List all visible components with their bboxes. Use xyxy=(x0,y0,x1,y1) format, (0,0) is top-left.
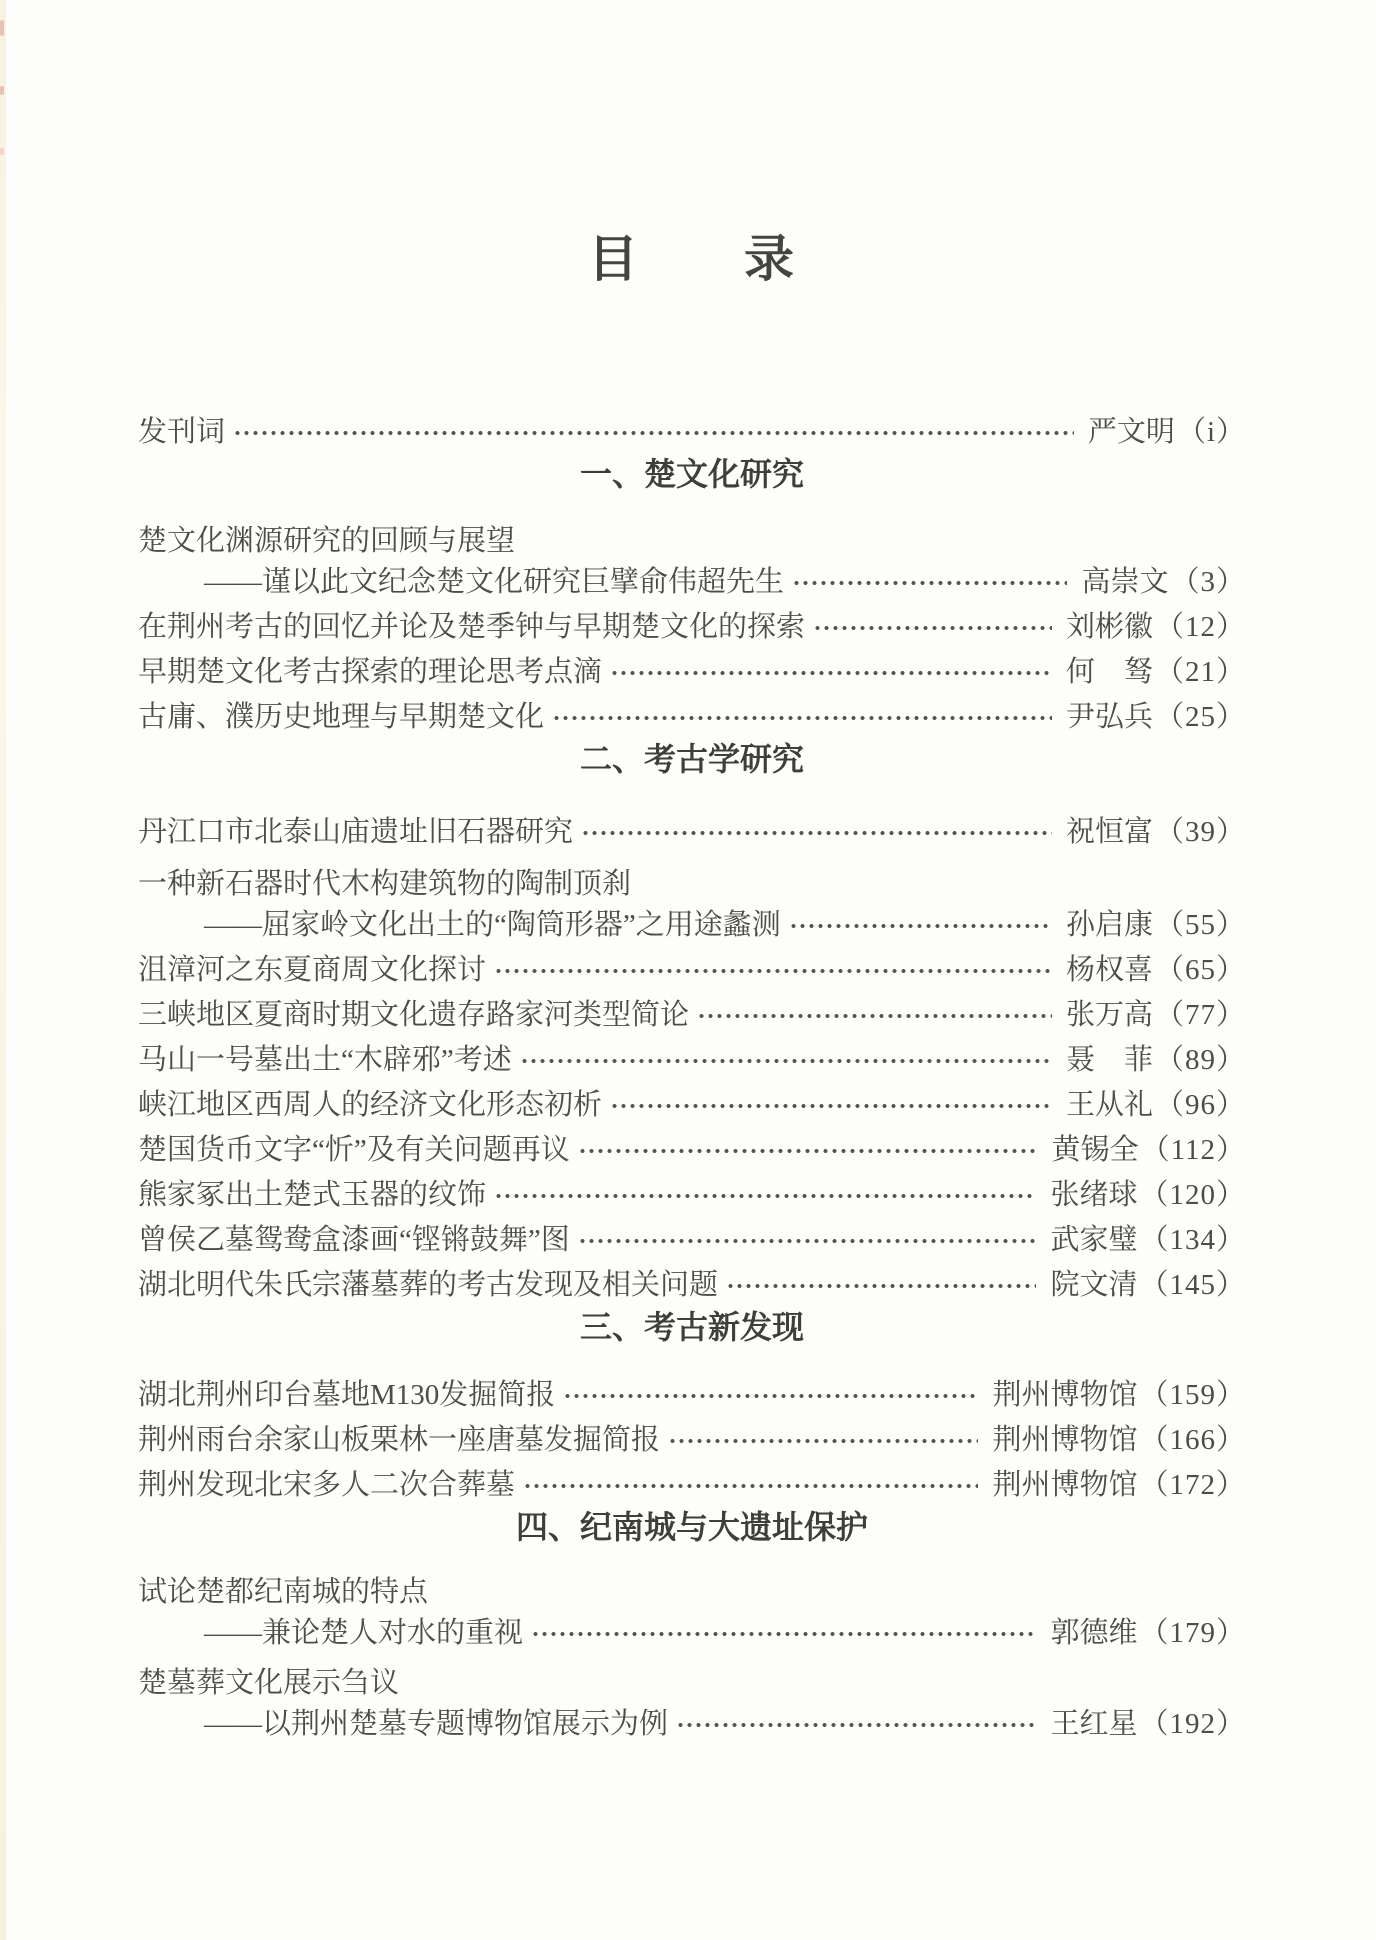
entry-author: 黄锡全 xyxy=(1051,1134,1139,1166)
entry-author: 张绪球 xyxy=(1050,1179,1138,1211)
toc-entry xyxy=(138,1080,1246,1125)
entry-page: （21） xyxy=(1154,656,1246,688)
toc-entry xyxy=(138,1570,1246,1653)
toc-entry xyxy=(138,519,1246,602)
entry-page: （25） xyxy=(1154,701,1246,733)
entry-title: 马山一号墓出土“木辟邪”考述 xyxy=(138,1044,512,1076)
entry-title: 早期楚文化考古探索的理论思考点滴 xyxy=(138,656,603,688)
entry-author: 聂 菲 xyxy=(1065,1044,1153,1076)
entry-author: 王从礼 xyxy=(1065,1089,1153,1121)
entry-title: 楚文化渊源研究的回顾与展望 xyxy=(138,524,516,557)
entry-subtitle: ——兼论楚人对水的重视 xyxy=(204,1617,524,1649)
entry-author: 孙启康 xyxy=(1065,909,1153,941)
entry-page: （112） xyxy=(1140,1134,1246,1166)
toc-entry xyxy=(138,945,1246,990)
entry-title-row xyxy=(138,862,1246,900)
dot-leader xyxy=(610,670,1052,676)
entry-subtitle: ——谨以此文纪念楚文化研究巨擘俞伟超先生 xyxy=(204,566,785,598)
entry-author: 荆州博物馆 xyxy=(992,1424,1138,1456)
entry-title: 楚国货币文字“忻”及有关问题再议 xyxy=(138,1134,570,1166)
entry-title-row xyxy=(138,519,1246,557)
toc-entry xyxy=(138,692,1246,737)
entry-page: （89） xyxy=(1154,1044,1246,1076)
entry-page: （145） xyxy=(1139,1269,1246,1301)
dot-leader xyxy=(581,830,1052,836)
entry-subtitle-row xyxy=(138,1699,1246,1744)
entry-title: 发刊词 xyxy=(138,416,226,448)
dot-leader xyxy=(563,1393,978,1399)
entry-subtitle-row xyxy=(138,900,1246,945)
toc-entry xyxy=(138,1260,1246,1305)
entry-title: 丹江口市北泰山庙遗址旧石器研究 xyxy=(138,816,574,848)
toc-entry xyxy=(138,862,1246,945)
dot-leader xyxy=(578,1238,1037,1244)
entry-title: 曾侯乙墓鸳鸯盒漆画“铿锵鼓舞”图 xyxy=(138,1224,570,1256)
dot-leader xyxy=(494,1193,1036,1199)
entry-author: 荆州博物馆 xyxy=(992,1379,1138,1411)
entry-author: 尹弘兵 xyxy=(1065,701,1153,733)
toc-entry xyxy=(138,1125,1246,1170)
entry-page: （159） xyxy=(1139,1379,1246,1411)
entry-page: （166） xyxy=(1139,1424,1246,1456)
entry-author: 郭德维 xyxy=(1050,1617,1138,1649)
entry-page: （96） xyxy=(1154,1089,1246,1121)
toc-entry xyxy=(138,1460,1246,1505)
entry-subtitle: ——以荆州楚墓专题博物馆展示为例 xyxy=(204,1708,669,1740)
entry-subtitle: ——屈家岭文化出土的“陶筒形器”之用途蠡测 xyxy=(204,909,781,941)
dot-leader xyxy=(494,968,1052,974)
dot-leader xyxy=(552,715,1052,721)
scan-red-mark xyxy=(0,86,4,95)
toc-entry xyxy=(138,602,1246,647)
entry-title: 三峡地区夏商时期文化遗存路家河类型简论 xyxy=(138,999,690,1031)
entry-page: （172） xyxy=(1139,1469,1246,1501)
entry-title: 湖北明代朱氏宗藩墓葬的考古发现及相关问题 xyxy=(138,1269,719,1301)
entry-title: 楚墓葬文化展示刍议 xyxy=(138,1666,400,1699)
entry-page: （39） xyxy=(1154,816,1246,848)
entry-subtitle-row xyxy=(138,557,1246,602)
scan-red-mark xyxy=(0,20,4,36)
entry-author: 张万高 xyxy=(1065,999,1153,1031)
dot-leader xyxy=(523,1483,978,1489)
entry-title: 熊家冢出土楚式玉器的纹饰 xyxy=(138,1179,487,1211)
toc-entry xyxy=(138,1215,1246,1260)
entry-title-row xyxy=(138,1661,1246,1699)
entry-title: 一种新石器时代木构建筑物的陶制顶刹 xyxy=(138,867,632,900)
entry-page: （179） xyxy=(1139,1617,1246,1649)
dot-leader xyxy=(520,1058,1052,1064)
toc-entry xyxy=(138,647,1246,692)
entry-title: 古庸、濮历史地理与早期楚文化 xyxy=(138,701,545,733)
dot-leader xyxy=(610,1103,1052,1109)
entry-title: 荆州雨台余家山板栗林一座唐墓发掘简报 xyxy=(138,1424,661,1456)
entry-title: 沮漳河之东夏商周文化探讨 xyxy=(138,954,487,986)
dot-leader xyxy=(792,580,1067,586)
section-heading: 一、楚文化研究 xyxy=(579,456,804,492)
dot-leader xyxy=(726,1283,1036,1289)
entry-author: 严文明 xyxy=(1087,416,1175,448)
toc-entry xyxy=(138,807,1246,852)
entry-author: 武家璧 xyxy=(1050,1224,1138,1256)
entry-title: 在荆州考古的回忆并论及楚季钟与早期楚文化的探索 xyxy=(138,611,806,643)
dot-leader xyxy=(233,430,1074,436)
entry-page: （55） xyxy=(1154,909,1246,941)
toc-entry-preface xyxy=(138,407,1246,452)
toc-entry xyxy=(138,990,1246,1035)
entry-author: 祝恒富 xyxy=(1065,816,1153,848)
toc-entry xyxy=(138,1415,1246,1460)
dot-leader xyxy=(789,923,1052,929)
dot-leader xyxy=(531,1631,1036,1637)
entry-page: （134） xyxy=(1139,1224,1246,1256)
toc-entry xyxy=(138,1370,1246,1415)
entry-title: 湖北荆州印台墓地M130发掘简报 xyxy=(138,1379,556,1411)
entry-author: 荆州博物馆 xyxy=(992,1469,1138,1501)
entry-page: （65） xyxy=(1154,954,1246,986)
toc-entry xyxy=(138,1035,1246,1080)
entry-title: 试论楚都纪南城的特点 xyxy=(138,1575,429,1608)
entry-title-row xyxy=(138,1570,1246,1608)
dot-leader xyxy=(668,1438,978,1444)
entry-page: （12） xyxy=(1154,611,1246,643)
dot-leader xyxy=(697,1013,1052,1019)
entry-author: 刘彬徽 xyxy=(1065,611,1153,643)
entry-subtitle-row xyxy=(138,1608,1246,1653)
dot-leader xyxy=(676,1722,1036,1728)
dot-leader xyxy=(578,1148,1038,1154)
entry-page: （192） xyxy=(1139,1708,1246,1740)
entry-author: 何 驽 xyxy=(1065,656,1153,688)
toc-entry xyxy=(138,1170,1246,1215)
entry-page: （120） xyxy=(1139,1179,1246,1211)
entry-author: 杨权喜 xyxy=(1065,954,1153,986)
entry-page: （77） xyxy=(1154,999,1246,1031)
dot-leader xyxy=(813,625,1052,631)
entry-author: 王红星 xyxy=(1050,1708,1138,1740)
page-title: 目 录 xyxy=(588,231,796,287)
section-heading: 四、纪南城与大遗址保护 xyxy=(515,1509,868,1545)
entry-page: （i） xyxy=(1176,416,1246,448)
entry-author: 院文清 xyxy=(1050,1269,1138,1301)
scan-edge-artifact xyxy=(0,0,6,1940)
toc-entry xyxy=(138,1661,1246,1744)
entry-title: 荆州发现北宋多人二次合葬墓 xyxy=(138,1469,516,1501)
entry-page: （3） xyxy=(1170,566,1246,598)
section-heading: 二、考古学研究 xyxy=(579,741,804,777)
scan-red-mark xyxy=(0,148,4,155)
entry-title: 峡江地区西周人的经济文化形态初析 xyxy=(138,1089,603,1121)
entry-author: 高崇文 xyxy=(1081,566,1169,598)
section-heading: 三、考古新发现 xyxy=(579,1309,804,1345)
